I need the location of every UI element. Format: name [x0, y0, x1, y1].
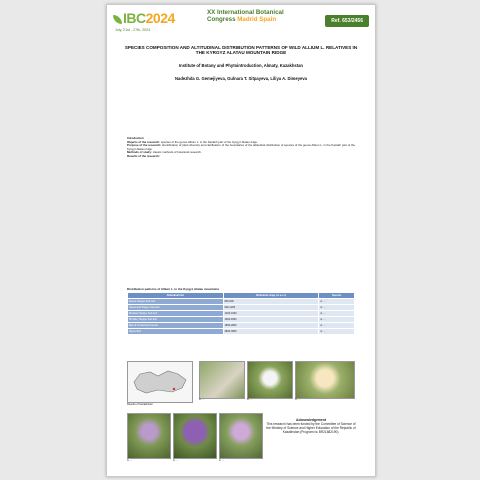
congress-city: Madrid Spain: [237, 15, 277, 23]
kazakhstan-map: [127, 361, 193, 403]
intro-heading: Introduction: [127, 136, 144, 140]
table-cell: 2800-3500: [223, 329, 319, 335]
methods-heading: Methods of study:: [127, 150, 152, 155]
allium-photo-1: [199, 361, 245, 399]
table-cell: A. ...: [319, 323, 355, 329]
table-cell: A. ...: [319, 311, 355, 317]
table-cell: 1800-2800: [223, 323, 319, 329]
table-header-cell: Species: [319, 293, 355, 299]
congress-name: [207, 10, 284, 23]
table-cell: 1600-1800: [223, 317, 319, 323]
purpose-text: identification of plant diversity and clarification of the boundaries of the altitudinal distribution of species of the genus Allium L. in the Kazakh part of the Kyrgyz Alatau ridge.: [127, 143, 355, 151]
table-cell: A. ...: [319, 329, 355, 335]
allium-photo-2: [247, 361, 293, 399]
map-outline-icon: [128, 362, 192, 402]
photo-caption: A. ...: [173, 459, 179, 462]
table-cell: Shrubby Steppe Sub-belt: [128, 317, 224, 323]
table-cell: Desert Steppe Sub-belt: [128, 299, 224, 305]
congress-line1: XX International Botanical: [207, 9, 284, 16]
congress-word: Congress: [207, 15, 238, 23]
table-header-cell: Altitudinal belt: [128, 293, 224, 299]
table-caption: Distribution patterns of Allium L. in the Kyrgyz Alatau mountains: [127, 287, 220, 291]
table-row: [128, 329, 355, 335]
map-caption: Results of Kazakhstan: [127, 403, 153, 406]
photo-caption: A. ...: [127, 459, 133, 462]
allium-photo-6: [219, 413, 263, 459]
acknowledgement-heading: Acknowledgement: [296, 418, 326, 422]
acknowledgement-box: [265, 418, 357, 434]
table-cell: A. ...: [319, 299, 355, 305]
distribution-table: [127, 292, 355, 335]
logo-year-text: 2024: [145, 10, 175, 26]
objects-heading: Objects of the research:: [127, 139, 161, 144]
leaf-icon: [113, 15, 122, 24]
paper-title: SPECIES COMPOSITION AND ALTITUDINAL DISTRIBUTION PATTERNS OF WILD ALLIUM L. RELATIVES IN THE KYRGYZ ALATAU MOUNTAIN RIDGE: [124, 45, 358, 56]
acknowledgement-text: This research has been funded by the Committee of Science of the Ministry of Science and Higher Education of the Republic of Kazakhstan (Program № BR21882190).: [266, 422, 356, 434]
table-cell: 1200-1600: [223, 311, 319, 317]
institute-line: Institute of Botany and Phytointroduction, Almaty, Kazakhstan: [178, 63, 303, 68]
table-cell: Alpine Belt: [128, 329, 224, 335]
allium-photo-3: [295, 361, 355, 399]
congress-line2: [207, 17, 284, 24]
authors-line: Nadezhda G. Gemejiyeva, Gulnara T. Sitpayeva, Liliya A. Dimeyeva: [174, 76, 308, 81]
results-paragraph: [127, 155, 355, 159]
photo-caption: A. ...: [219, 459, 225, 462]
reference-badge: Ref. 653/2456: [325, 15, 369, 27]
allium-photo-5: [173, 413, 217, 459]
table-cell: Meadow Steppe Sub-belt: [128, 311, 224, 317]
table-cell: 800-900: [223, 299, 319, 305]
photo-caption: A. ...: [247, 398, 253, 401]
logo-ibc-text: IBC: [123, 10, 146, 26]
table-cell: A. ...: [319, 305, 355, 311]
poster-sheet: [106, 4, 376, 477]
ibc-logo: [113, 10, 175, 26]
poster-header: [107, 5, 375, 39]
purpose-heading: Purpose of the research:: [127, 143, 162, 148]
table-cell: Belt of Coniferous Forests: [128, 323, 224, 329]
table-cell: Savannoid Steppe Sub-belt: [128, 305, 224, 311]
results-heading: Results of the research:: [127, 153, 160, 158]
photo-caption: A. ...: [199, 398, 205, 401]
photo-caption: A. ...: [295, 398, 301, 401]
methods-text: classic methods of botanical research.: [152, 150, 202, 155]
table-cell: A. ...: [319, 317, 355, 323]
table-cell: 900-1200: [223, 305, 319, 311]
congress-dates: July, 21st - 27th, 2024: [115, 28, 151, 32]
paper-body: [127, 136, 355, 159]
objects-text: species of the genus Allium L. in the Kazakh part of the Kyrgyz Alatau ridge.: [160, 139, 258, 144]
allium-photo-4: [127, 413, 171, 459]
table-header-cell: Altitudinal range (m a.s.l.): [223, 293, 319, 299]
